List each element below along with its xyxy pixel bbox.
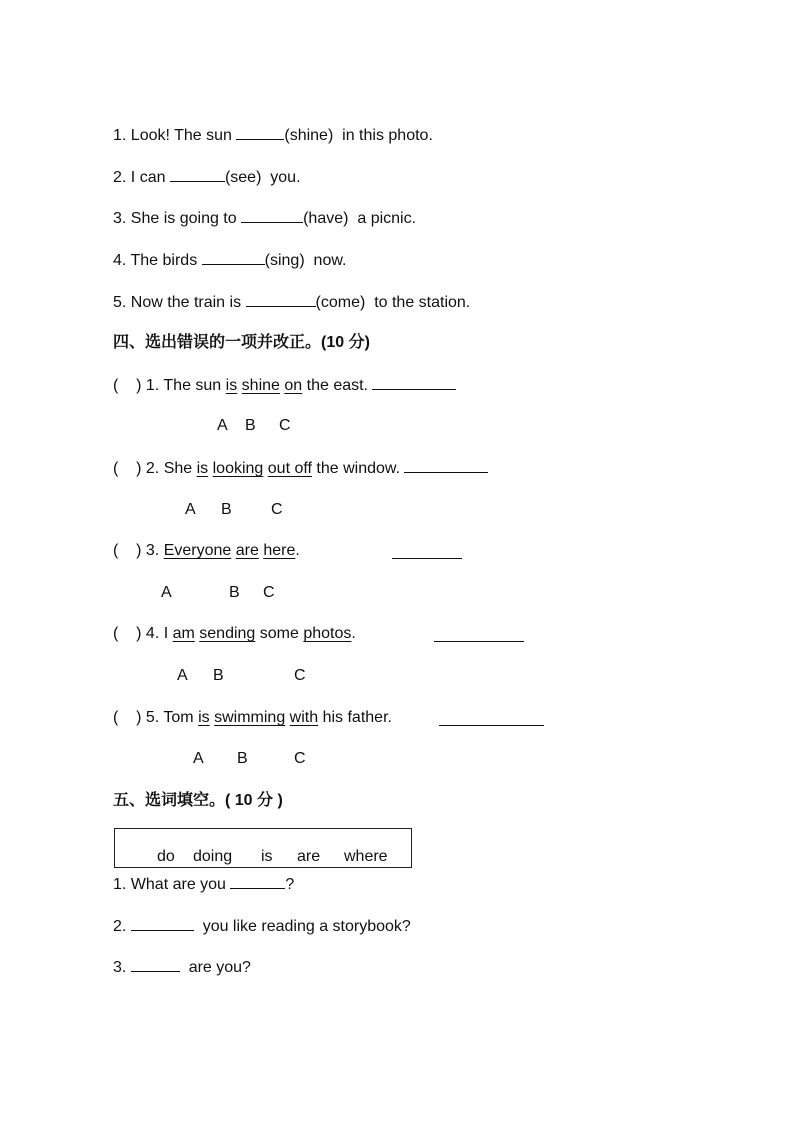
answer-blank[interactable] [241,208,303,223]
item-text: his father. [322,709,392,726]
word-bank-item: where [344,848,388,865]
option-c-word: with [289,709,319,726]
option-label-b: B [237,750,248,767]
error-item-2 [113,458,488,479]
verb-hint: (see) [224,169,262,186]
option-label-a: A [217,417,228,434]
fill-item-4 [113,250,346,271]
correction-blank[interactable] [439,711,544,726]
option-a-word: Everyone [163,542,232,559]
item-text: The birds [130,252,202,269]
item-text: The sun [163,377,222,394]
item-number: 1. [113,127,127,144]
item-text: I can [130,169,170,186]
item-number: 1. [113,876,127,893]
item-text: the east. [306,377,368,394]
item-text: ? [285,876,295,893]
option-label-b: B [213,667,224,684]
option-a-word: is [196,460,209,477]
item-number: 4. [113,252,127,269]
fill-item-3 [113,208,416,229]
word-fill-item-3 [113,957,251,978]
option-a-word: am [172,625,195,642]
item-number: 2. [113,169,127,186]
verb-hint: (sing) [264,252,305,269]
option-label-b: B [229,584,240,601]
answer-blank[interactable] [131,916,194,931]
option-label-c: C [279,417,291,434]
option-label-c: C [294,667,306,684]
item-number: 3. [113,210,127,227]
option-b-word: shine [241,377,280,394]
option-a-word: is [225,377,238,394]
item-text: you. [261,169,301,186]
item-number: 4. [145,625,160,642]
item-text: Now the train is [130,294,246,311]
word-fill-item-2 [113,916,411,937]
item-number: 2. [145,460,160,477]
option-label-c: C [263,584,275,601]
item-number: 1. [145,377,160,394]
item-text: She is going to [130,210,242,227]
answer-blank[interactable] [230,874,285,889]
option-label-b: B [245,417,256,434]
word-bank-item: is [261,848,273,865]
answer-blank[interactable] [131,957,180,972]
verb-hint: (shine) [284,127,334,144]
item-text: I [163,625,169,642]
error-item-1 [113,375,456,396]
correction-blank[interactable] [372,375,456,390]
option-label-a: A [177,667,188,684]
answer-paren[interactable]: ( ) [113,625,142,642]
error-item-3 [113,541,300,561]
word-bank-item: are [297,848,321,865]
answer-paren[interactable]: ( ) [113,709,142,726]
item-number: 5. [113,294,127,311]
section-heading: 五、选词填空。( 10 分 ) [113,792,283,809]
item-text: the window. [316,460,401,477]
section-heading: 四、选出错误的一项并改正。(10 分) [113,334,370,351]
option-b-word: swimming [214,709,286,726]
item-text: What are you [130,876,231,893]
fill-item-2 [113,167,301,188]
error-item-5 [113,708,392,728]
answer-paren[interactable]: ( ) [113,460,142,477]
verb-hint: (come) [315,294,366,311]
word-bank-item: do [157,848,175,865]
option-label-c: C [271,501,283,518]
item-text: . [351,625,356,642]
correction-blank[interactable] [434,627,524,642]
answer-blank[interactable] [202,250,265,265]
option-b-word: sending [199,625,256,642]
item-text: some [259,625,299,642]
item-number: 3. [113,959,127,976]
answer-blank[interactable] [246,292,316,307]
item-number: 3. [145,542,160,559]
option-a-word: is [198,709,210,726]
item-text: in this photo. [333,127,433,144]
answer-blank[interactable] [170,167,225,182]
verb-hint: (have) [303,210,349,227]
item-text: to the station. [365,294,471,311]
option-label-b: B [221,501,232,518]
word-fill-item-1 [113,874,294,895]
option-c-word: out off [267,460,312,477]
item-text: a picnic. [348,210,417,227]
error-item-4 [113,624,356,644]
option-b-word: are [235,542,259,559]
item-number: 5. [145,709,160,726]
item-text: Look! The sun [130,127,237,144]
item-text: now. [304,252,347,269]
option-label-a: A [193,750,204,767]
item-text: Tom [163,709,194,726]
word-bank-item: doing [193,848,233,865]
answer-paren[interactable]: ( ) [113,377,142,394]
option-c-word: here [263,542,296,559]
answer-blank[interactable] [236,125,284,140]
option-label-c: C [294,750,306,767]
option-label-a: A [161,584,172,601]
item-text: She [163,460,193,477]
correction-blank[interactable] [392,544,462,559]
option-b-word: looking [212,460,264,477]
word-bank-box [114,828,412,868]
fill-item-1 [113,125,433,146]
item-text: . [295,542,300,559]
fill-item-5 [113,292,470,313]
option-c-word: on [284,377,303,394]
answer-paren[interactable]: ( ) [113,542,142,559]
correction-blank[interactable] [404,458,488,473]
item-number: 2. [113,918,127,935]
item-text: you like reading a storybook? [193,918,411,935]
item-text: are you? [179,959,251,976]
option-c-word: photos [303,625,352,642]
option-label-a: A [185,501,196,518]
